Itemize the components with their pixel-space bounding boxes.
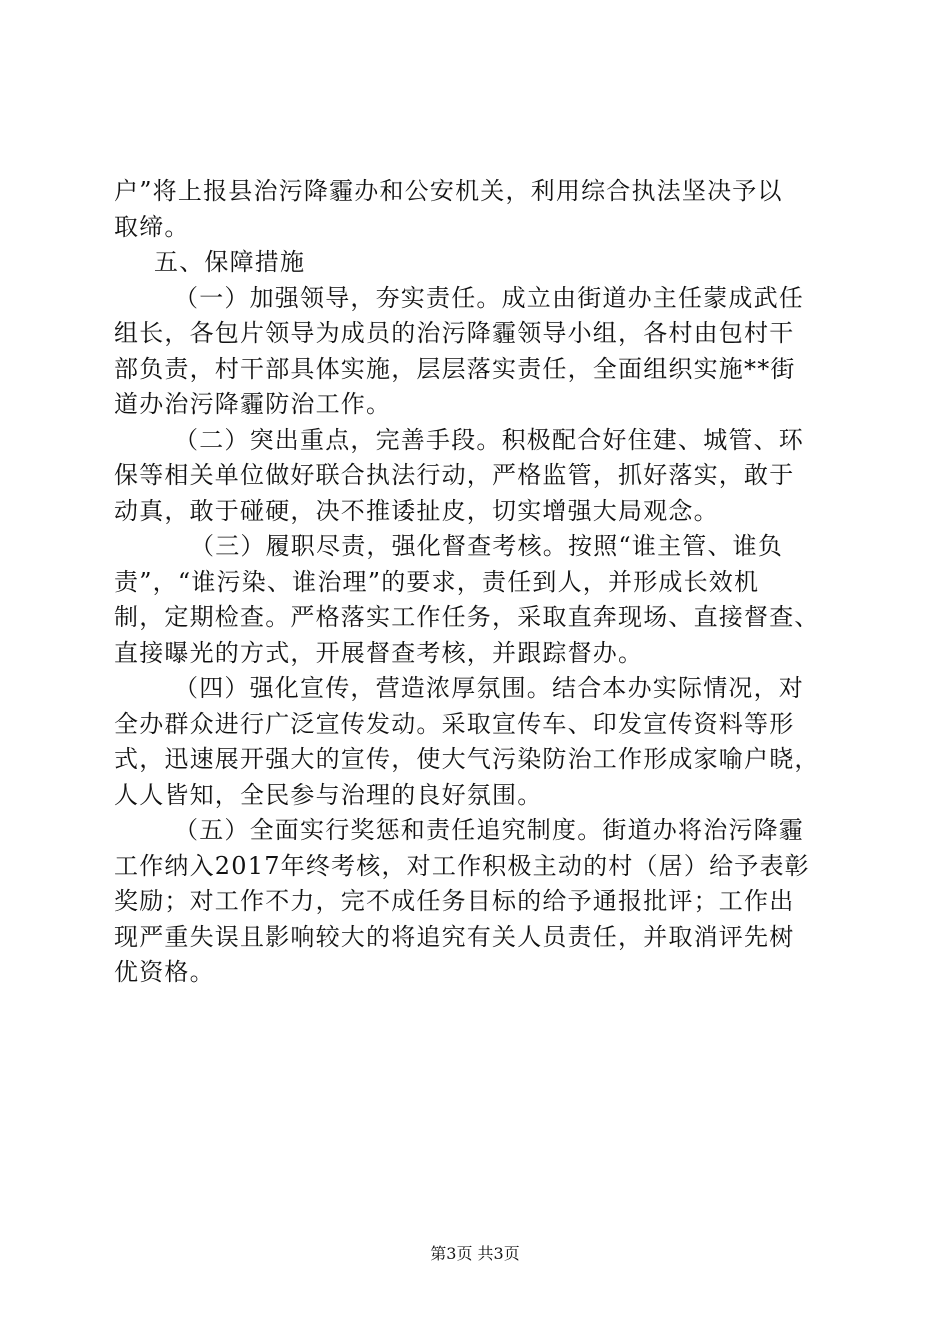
text-line: 取缔。 [114, 212, 190, 241]
text-line: （五）全面实行奖惩和责任追究制度。街道办将治污降霾 [174, 816, 804, 844]
text-line: 保等相关单位做好联合执法行动，严格监管，抓好落实，敢于 [114, 461, 795, 489]
text-line: （二）突出重点，完善手段。积极配合好住建、城管、环 [174, 425, 804, 454]
text-line: 动真，敢于碰硬，决不推诿扯皮，切实增强大局观念。 [114, 496, 719, 525]
text-line: （三）履职尽责，强化督查考核。按照“谁主管、谁负 [190, 532, 784, 560]
text-line: 奖励；对工作不力，完不成任务目标的给予通报批评；工作出 [114, 887, 795, 915]
page-footer: 第3页 共3页 [430, 1244, 520, 1263]
text-line: 现严重失误且影响较大的将追究有关人员责任，并取消评先树 [114, 922, 795, 951]
text-line: 组长，各包片领导为成员的治污降霾领导小组，各村由包村干 [114, 319, 795, 347]
section-heading: 五、保障措施 [154, 248, 306, 276]
text-line: 道办治污降霾防治工作。 [114, 390, 392, 418]
text-line: 优资格。 [114, 958, 215, 986]
text-line: 人人皆知，全民参与治理的良好氛围。 [114, 780, 543, 809]
text-line: 全办群众进行广泛宣传发动。采取宣传车、印发宣传资料等形 [114, 709, 795, 738]
text-line: （四）强化宣传，营造浓厚氛围。结合本办实际情况，对 [174, 674, 804, 702]
text-line: （一）加强领导，夯实责任。成立由街道办主任蒙成武任 [174, 283, 804, 312]
document-body [114, 174, 844, 991]
text-line: 部负责，村干部具体实施，层层落实责任，全面组织实施**街 [114, 354, 796, 383]
text-line: 式，迅速展开强大的宣传，使大气污染防治工作形成家喻户晓， [114, 745, 820, 773]
text-line: 户”将上报县治污降霾办和公安机关，利用综合执法坚决予以 [114, 177, 783, 205]
text-line: 直接曝光的方式，开展督查考核，并跟踪督办。 [114, 638, 644, 667]
text-line: 工作纳入2017年终考核，对工作积极主动的村（居）给予表彰 [114, 851, 810, 880]
text-line: 制，定期检查。严格落实工作任务，采取直奔现场、直接督查、 [114, 603, 820, 631]
text-line: 责”，“谁污染、谁治理”的要求，责任到人，并形成长效机 [114, 567, 760, 596]
